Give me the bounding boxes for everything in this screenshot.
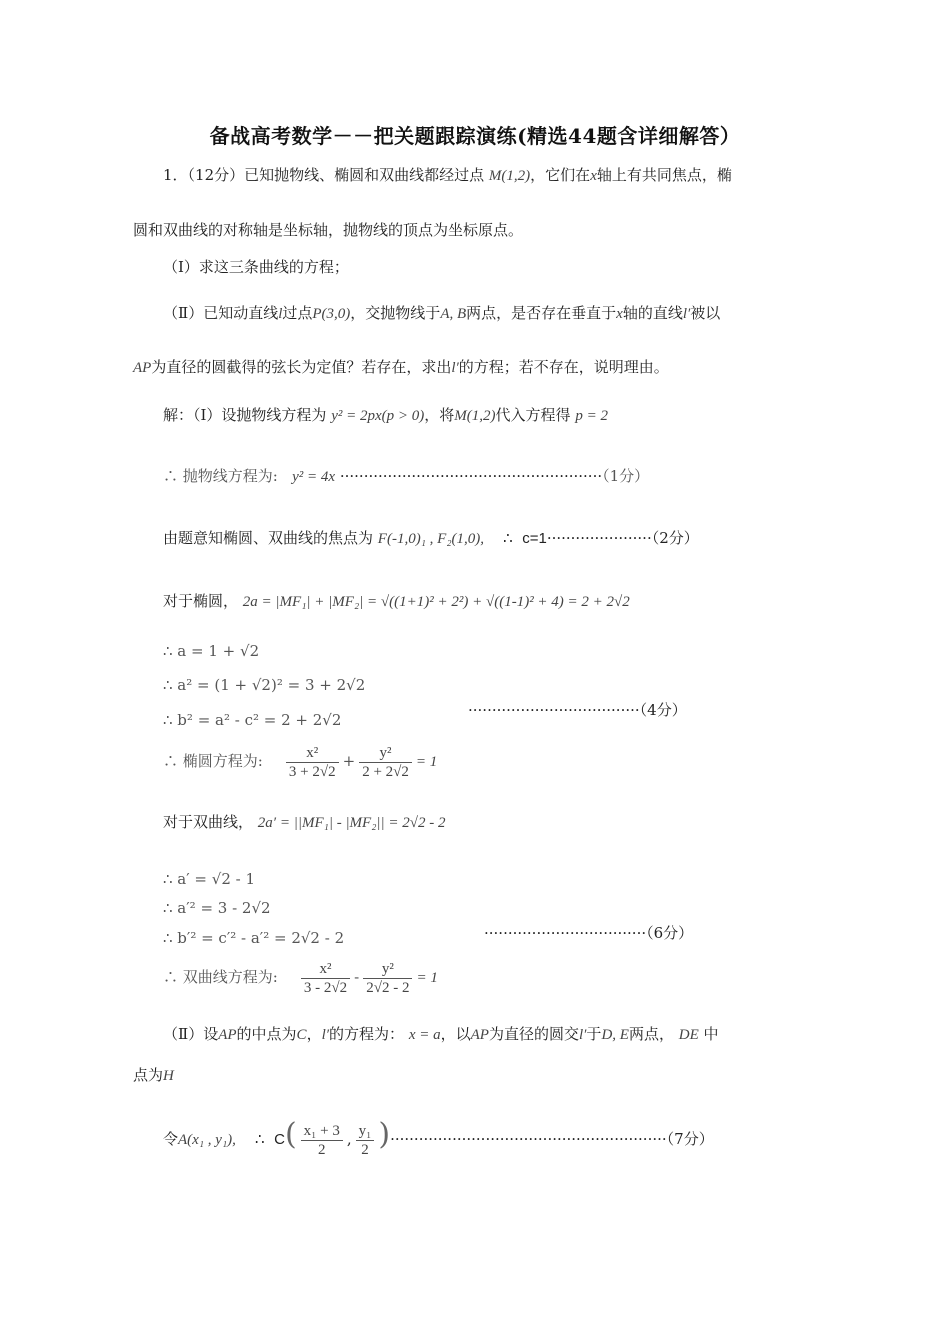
- solution-line-15: 点为H: [133, 1066, 174, 1084]
- problem-part-1: （Ⅰ）求这三条曲线的方程；: [163, 258, 349, 276]
- fraction: $\frac{\text{x²}}{3 - 2√2}$: [301, 960, 350, 997]
- solution-line-16: 令A(x₁ , y₁), ∴ C( $\frac{\text{x₁ + 3}}{2}$ , $\frac{\text{y₁}}{2}$ )··························································（7分）: [163, 1117, 714, 1158]
- solution-line-14: （Ⅱ）设AP的中点为C，l′的方程为： x = a，以AP为直径的圆交l′于D, E两点， DE 中: [163, 1025, 719, 1043]
- solution-line-12: ∴ b′² = c′² - a′² = 2√2 - 2: [163, 929, 345, 947]
- fraction: $\frac{\text{y²}}{2√2 - 2}$: [363, 960, 412, 997]
- solution-line-1: 解：（Ⅰ）设抛物线方程为 y² = 2px(p > 0)，将M(1,2)代入方程得 p = 2: [163, 406, 608, 424]
- problem-line-1: 1．（12分）已知抛物线、椭圆和双曲线都经过点 M(1,2)，它们在x轴上有共同焦点，椭: [163, 166, 732, 184]
- problem-part-2-cont: AP为直径的圆截得的弦长为定值？若存在，求出l′的方程；若不存在，说明理由。: [133, 358, 669, 376]
- page-title: 备战高考数学－－把关题跟踪演练(精选44题含详细解答）: [209, 124, 741, 148]
- solution-line-4: 对于椭圆， 2a = |MF₁| + |MF₂| = √((1+1)² + 2²) + √((1-1)² + 4) = 2 + 2√2: [163, 592, 630, 610]
- solution-line-3: 由题意知椭圆、双曲线的焦点为 F(-1,0)₁ , F₂(1,0), ∴ c=1······················（2分）: [163, 529, 699, 547]
- solution-line-9: 对于双曲线， 2a′ = ||MF₁| - |MF₂|| = 2√2 - 2: [163, 813, 446, 831]
- fraction: $\frac{\text{x²}}{3 + 2√2}$: [286, 744, 339, 781]
- problem-part-2: （Ⅱ）已知动直线l过点P(3,0)，交抛物线于A, B两点，是否存在垂直于x轴的直线l′被以: [163, 304, 721, 322]
- ellipse-equation: ∴ 椭圆方程为: $\frac{\text{x²}}{3 + 2√2}$ + $\frac{\text{y²}}{2 + 2√2}$ = 1: [163, 744, 438, 780]
- solution-line-7: ∴ b² = a² - c² = 2 + 2√2: [163, 711, 342, 729]
- solution-line-6: ∴ a² = (1 + √2)² = 3 + 2√2: [163, 676, 366, 694]
- solution-line-11: ∴ a′² = 3 - 2√2: [163, 899, 271, 917]
- solution-line-5: ∴ a = 1 + √2: [163, 642, 260, 660]
- hyperbola-equation: ∴ 双曲线方程为: $\frac{\text{x²}}{3 - 2√2}$ - $\frac{\text{y²}}{2√2 - 2}$ = 1: [163, 960, 438, 996]
- fraction: $\frac{\text{y₁}}{2}$: [356, 1122, 375, 1159]
- solution-line-10: ∴ a′ = √2 - 1: [163, 870, 256, 888]
- problem-line-2: 圆和双曲线的对称轴是坐标轴，抛物线的顶点为坐标原点。: [133, 221, 524, 239]
- fraction: $\frac{\text{x₁ + 3}}{2}$: [301, 1122, 343, 1159]
- score-6: ··································（6分）: [484, 924, 694, 942]
- solution-line-2: ∴ 抛物线方程为: y² = 4x ·······················································（1分）: [163, 467, 650, 485]
- fraction: $\frac{\text{y²}}{2 + 2√2}$: [359, 744, 412, 781]
- score-4: ····································（4分）: [468, 701, 687, 719]
